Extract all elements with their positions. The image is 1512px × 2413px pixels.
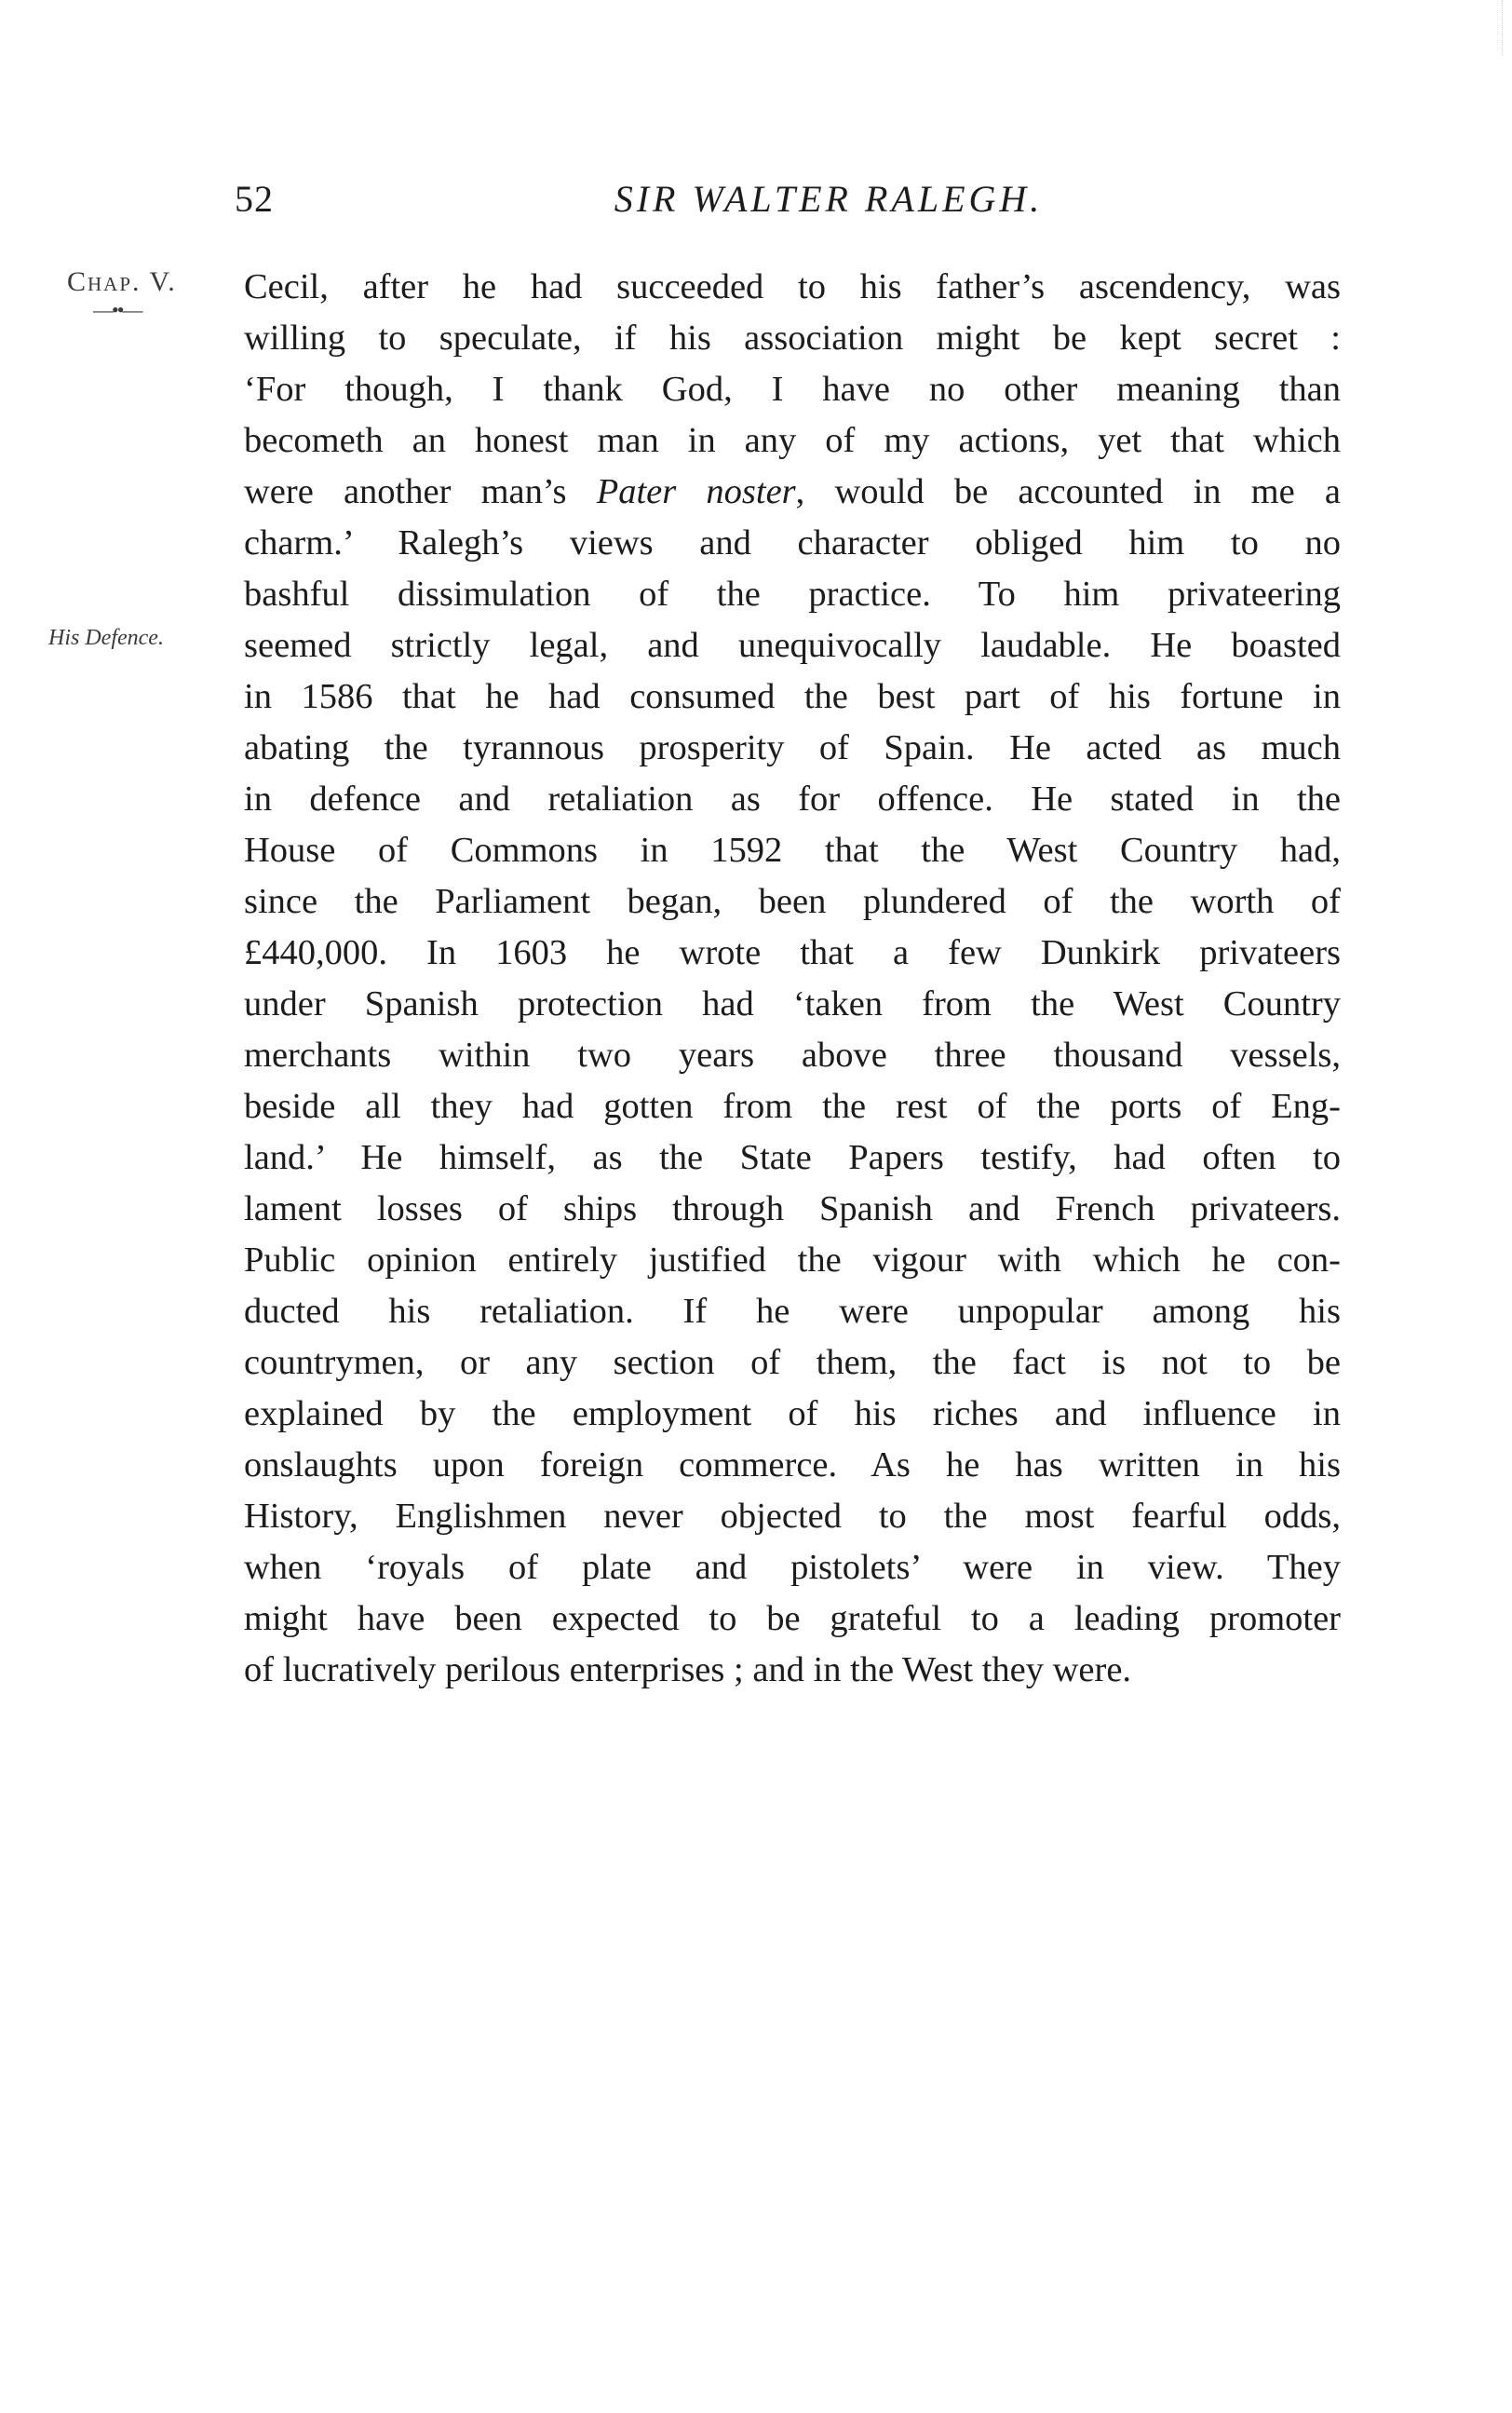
text-line: beside all they had gotten from the rest of the ports of Eng- — [244, 1087, 1341, 1126]
text-line: under Spanish protection had ‘taken from the West Country — [244, 984, 1341, 1023]
text-line: onslaughts upon foreign commerce. As he has written in his — [244, 1445, 1341, 1484]
text-line: in 1586 that he had consumed the best part of his fortune in — [244, 677, 1341, 716]
text-line: History, Englishmen never objected to the most fearful odds, — [244, 1497, 1341, 1536]
running-head — [233, 177, 1341, 233]
text-line: becometh an honest man in any of my actions, yet that which — [244, 421, 1341, 460]
text-line: ducted his retaliation. If he were unpopular among his — [244, 1292, 1341, 1331]
text-line-final: of lucratively perilous enterprises ; and in the West they were. — [244, 1650, 1132, 1689]
running-title: SIR WALTER RALEGH. — [614, 178, 1044, 220]
text-line: land.’ He himself, as the State Papers testify, had often to — [244, 1138, 1341, 1177]
text-line: when ‘royals of plate and pistolets’ were in view. They — [244, 1548, 1341, 1587]
chapter-marginal-label: Chap. V. — [67, 266, 177, 297]
page-number: 52 — [235, 178, 274, 220]
body-paragraph — [244, 262, 1341, 1696]
text-line: Cecil, after he had succeeded to his father’s ascendency, was — [244, 267, 1341, 306]
text-line: willing to speculate, if his association might be kept secret : — [244, 319, 1341, 358]
italic-latin-phrase: Pater noster — [596, 472, 796, 511]
text-line: abating the tyrannous prosperity of Spain. He acted as much — [244, 728, 1341, 767]
text-line: might have been expected to be grateful to a leading promoter — [244, 1599, 1341, 1638]
text-line: charm.’ Ralegh’s views and character obliged him to no — [244, 523, 1341, 563]
ornament-rule: —••— — [93, 298, 142, 321]
text-line: since the Parliament began, been plundered of the worth of — [244, 882, 1341, 921]
text-line: Public opinion entirely justified the vigour with which he con- — [244, 1240, 1341, 1280]
text-run: , would be accounted in me a — [795, 472, 1341, 511]
text-line: House of Commons in 1592 that the West Country had, — [244, 831, 1341, 870]
text-line: countrymen, or any section of them, the fact is not to be — [244, 1343, 1341, 1382]
scan-edge-artifact — [1487, 0, 1503, 56]
text-line — [244, 467, 1341, 518]
text-run: were another man’s — [244, 472, 597, 511]
text-line: ‘For though, I thank God, I have no other meaning than — [244, 370, 1341, 409]
text-line: seemed strictly legal, and unequivocally laudable. He boasted — [244, 626, 1341, 665]
text-line: £440,000. In 1603 he wrote that a few Dunkirk privateers — [244, 933, 1341, 972]
text-line: in defence and retaliation as for offence. He stated in the — [244, 779, 1341, 819]
text-line: bashful dissimulation of the practice. To him privateering — [244, 575, 1341, 614]
text-line: explained by the employment of his riches and influence in — [244, 1394, 1341, 1433]
marginal-sidenote: His Defence. — [48, 626, 164, 650]
text-line: merchants within two years above three thousand vessels, — [244, 1036, 1341, 1075]
text-line: lament losses of ships through Spanish and French privateers. — [244, 1189, 1341, 1228]
